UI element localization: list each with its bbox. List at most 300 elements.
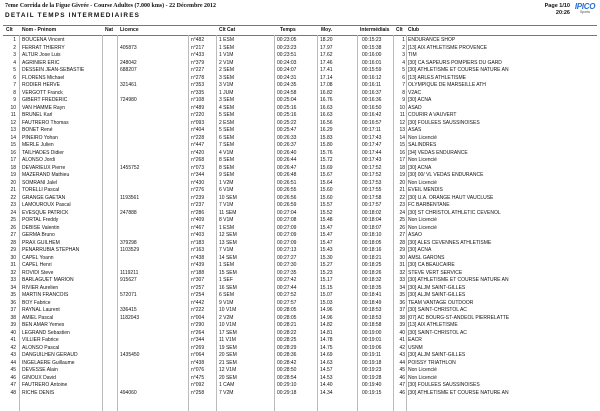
row-time: 00:26:51 — [277, 179, 297, 186]
row-dossard: n°092 — [191, 382, 205, 388]
row-time: 00:28:05 — [277, 314, 297, 321]
row-clt-cat: 2 V2M — [219, 314, 234, 321]
row-licence: 915627 — [120, 277, 137, 283]
logo-sub: Sports — [579, 10, 591, 14]
row-intermediate-rank: 28 — [399, 239, 405, 246]
row-time: 00:28:25 — [277, 337, 297, 343]
row-dossard: n°183 — [191, 239, 205, 246]
table-row — [0, 232, 600, 240]
row-intermediate-rank: 34 — [399, 284, 405, 291]
row-clt-cat: 8 V1M — [219, 217, 234, 223]
row-name: PINEIRO Yohan — [22, 134, 58, 141]
row-clt-cat: 5 SEM — [219, 127, 235, 133]
row-intermediate: 00:16:01 — [362, 59, 382, 66]
row-club: [30] ACNA — [408, 247, 432, 253]
row-clt-cat: 6 SEM — [219, 134, 235, 141]
table-row — [0, 105, 600, 113]
row-clt: 16 — [10, 149, 16, 156]
row-intermediate: 00:17:55 — [362, 187, 382, 193]
row-club: POISSY TRIATHLON — [408, 359, 456, 366]
row-speed: 15.03 — [320, 299, 333, 306]
row-time: 00:24:58 — [277, 89, 297, 96]
table-row — [0, 270, 600, 278]
row-name: GRANGE GAETAN — [22, 194, 66, 201]
row-licence: 1435450 — [120, 352, 140, 358]
row-intermediate-rank: 15 — [399, 142, 405, 148]
row-speed: 17.14 — [320, 74, 333, 81]
table-row — [0, 225, 600, 233]
row-intermediate-rank: 46 — [399, 389, 405, 396]
row-intermediate: 00:18:10 — [362, 232, 382, 238]
row-clt: 28 — [10, 239, 16, 246]
row-intermediate: 00:18:58 — [362, 322, 382, 328]
row-dossard: n°076 — [191, 367, 205, 373]
row-speed: 18.20 — [320, 37, 333, 43]
row-licence: 688207 — [120, 67, 137, 73]
row-clt: 20 — [10, 179, 16, 186]
row-intermediate: 00:15:38 — [362, 44, 382, 51]
row-clt-cat: 3 SEM — [219, 74, 235, 81]
row-clt: 26 — [10, 224, 16, 231]
row-dossard: n°290 — [191, 322, 205, 328]
row-time: 00:26:47 — [277, 164, 297, 171]
row-time: 00:27:27 — [277, 254, 297, 261]
row-intermediate: 00:19:01 — [362, 337, 382, 343]
row-time: 00:23:05 — [277, 37, 297, 43]
row-clt-cat: 5 SEM — [219, 112, 235, 118]
row-name: BOUCENA Vincent — [22, 37, 65, 43]
row-dossard: n°278 — [191, 74, 205, 81]
row-time: 00:27:04 — [277, 209, 297, 216]
row-club: [30] ATHLETISME ET COURSE NATURE AN — [408, 67, 509, 73]
row-intermediate: 00:16:11 — [362, 82, 382, 88]
row-intermediate: 00:18:25 — [362, 262, 382, 268]
row-clt-cat: 16 SEM — [219, 284, 237, 291]
row-club: EVEIL MENDIS — [408, 187, 443, 193]
row-clt: 10 — [10, 104, 16, 111]
row-intermediate: 00:19:28 — [362, 374, 382, 381]
row-intermediate: 00:17:58 — [362, 194, 382, 201]
row-time: 00:28:05 — [277, 307, 297, 313]
row-clt: 27 — [10, 232, 16, 238]
row-intermediate-rank: 5 — [402, 67, 405, 73]
row-name: CAPEL Henri — [22, 262, 52, 268]
table-row — [0, 352, 600, 360]
row-name: DESSEIN JEAN-SEBASTIE — [22, 67, 85, 73]
row-name: GERMA Bruno — [22, 232, 55, 238]
row-dossard: n°438 — [191, 359, 205, 366]
row-speed: 15.47 — [320, 239, 333, 246]
row-name: FAUTRERO Thomas — [22, 119, 69, 126]
row-intermediate: 00:19:11 — [362, 352, 382, 358]
table-row — [0, 277, 600, 285]
row-clt: 5 — [13, 67, 16, 73]
row-clt-cat: 17 SEM — [219, 329, 237, 336]
row-clt-cat: 12 SEM — [219, 232, 237, 238]
table-row — [0, 90, 600, 98]
row-intermediate: 00:16:57 — [362, 119, 382, 126]
table-row — [0, 52, 600, 60]
row-intermediate-rank: 13 — [399, 127, 405, 133]
row-time: 00:28:42 — [277, 359, 297, 366]
row-club: [34] VEDAS ENDURANCE — [408, 149, 468, 156]
header-rule-top — [3, 25, 597, 26]
row-name: MARTIN FRANCOIS — [22, 292, 69, 298]
row-clt: 1 — [13, 37, 16, 43]
row-time: 00:26:37 — [277, 142, 297, 148]
row-time: 00:27:42 — [277, 277, 297, 283]
row-speed: 15.47 — [320, 224, 333, 231]
row-intermediate-rank: 17 — [399, 157, 405, 163]
col-clt: Clt — [6, 27, 13, 33]
table-row — [0, 375, 600, 383]
row-club: [30] CA SAPEURS POMPIERS DU GARD — [408, 59, 502, 66]
row-clt: 29 — [10, 247, 16, 253]
row-speed: 17.46 — [320, 59, 333, 66]
row-name: GIBERT FREDERIC — [22, 97, 68, 103]
row-licence: 1193561 — [120, 194, 140, 201]
row-time: 00:23:51 — [277, 52, 297, 58]
row-clt-cat: 15 SEM — [219, 269, 237, 276]
row-clt-cat: 21 SEM — [219, 359, 237, 366]
table-row — [0, 150, 600, 158]
row-time: 00:24:35 — [277, 82, 297, 88]
row-speed: 14.78 — [320, 337, 333, 343]
row-club: [30] FOULEES SAUSSINOISES — [408, 119, 480, 126]
row-speed: 15.69 — [320, 164, 333, 171]
row-speed: 16.29 — [320, 127, 333, 133]
row-club: [30] ATHLETISME ET COURSE NATURE AN — [408, 277, 509, 283]
row-club: [30] SAINT-CHRISTOL AC — [408, 329, 467, 336]
row-speed: 15.17 — [320, 277, 333, 283]
row-club: [30] ALJM SAINT-GILLES — [408, 292, 466, 298]
table-row — [0, 82, 600, 90]
row-name: RAYNAL Laurent — [22, 307, 60, 313]
row-intermediate: 00:18:32 — [362, 277, 382, 283]
row-club: [13] ARLES ATHLETISME — [408, 74, 466, 81]
row-club: [30] ST CHRISTOL ATHLETIC CEVENOL — [408, 209, 501, 216]
row-name: RODIER HERVE — [22, 82, 60, 88]
row-clt-cat: 7 SEM — [219, 142, 235, 148]
row-time: 00:26:56 — [277, 194, 297, 201]
row-intermediate: 00:15:59 — [362, 67, 382, 73]
table-row — [0, 285, 600, 293]
row-time: 00:27:09 — [277, 239, 297, 246]
row-clt: 43 — [10, 352, 16, 358]
row-dossard: n°420 — [191, 149, 205, 156]
row-intermediate: 00:17:11 — [362, 127, 382, 133]
row-dossard: n°108 — [191, 97, 205, 103]
row-speed: 14.96 — [320, 307, 333, 313]
row-club: FC BARBENTANE — [408, 202, 450, 208]
table-row — [0, 337, 600, 345]
table-row — [0, 240, 600, 248]
row-time: 00:27:44 — [277, 284, 297, 291]
row-dossard: n°269 — [191, 344, 205, 351]
col-nom: Nom - Prénom — [22, 27, 57, 33]
row-name: GINOUX David — [22, 374, 56, 381]
row-time: 00:28:36 — [277, 352, 297, 358]
row-dossard: n°004 — [191, 314, 205, 321]
row-speed: 15.48 — [320, 217, 333, 223]
row-intermediate: 00:19:23 — [362, 367, 382, 373]
row-clt: 40 — [10, 329, 16, 336]
row-clt: 14 — [10, 134, 16, 141]
row-intermediate: 00:15:23 — [362, 37, 382, 43]
row-clt: 36 — [10, 299, 16, 306]
row-dossard: n°344 — [191, 172, 205, 178]
row-intermediate: 00:16:37 — [362, 89, 382, 96]
row-clt: 24 — [10, 209, 16, 216]
row-clt: 46 — [10, 374, 16, 381]
row-time: 00:25:16 — [277, 104, 297, 111]
table-row — [0, 360, 600, 368]
row-dossard: n°237 — [191, 202, 205, 208]
row-club: [30] ALJM SAINT-GILLES — [408, 284, 466, 291]
row-dossard: n°489 — [191, 104, 205, 111]
row-dossard: n°475 — [191, 374, 205, 381]
row-intermediate-rank: 23 — [399, 202, 405, 208]
row-clt-cat: 1 ESM — [219, 224, 235, 231]
row-licence: 724980 — [120, 97, 137, 103]
row-intermediate-rank: 35 — [399, 292, 405, 298]
row-name: MAZERAND Mathieu — [22, 172, 70, 178]
row-clt: 21 — [10, 187, 16, 193]
row-clt-cat: 20 SEM — [219, 352, 237, 358]
row-club: [30] ACNA — [408, 164, 432, 171]
row-name: DEVARIEUX Pierre — [22, 164, 66, 171]
page-number: Page 1/10 — [544, 3, 570, 9]
row-clt-cat: 1 V2M — [219, 179, 234, 186]
row-dossard: n°222 — [191, 307, 205, 313]
row-time: 00:28:22 — [277, 329, 297, 336]
row-time: 00:25:04 — [277, 97, 297, 103]
row-clt: 6 — [13, 74, 16, 81]
row-time: 00:26:55 — [277, 187, 297, 193]
row-club: TIM — [408, 52, 417, 58]
row-clt-cat: 1 ESM — [219, 37, 235, 43]
page-info — [545, 3, 570, 17]
row-intermediate-rank: 1 — [402, 37, 405, 43]
row-name: PENARRUBIA STEPHAN — [22, 247, 80, 253]
table-row — [0, 97, 600, 105]
row-clt: 15 — [10, 142, 16, 148]
row-club: COURIR A VAUVERT — [408, 112, 457, 118]
row-club: [30] CA BEAUCAIRE — [408, 262, 455, 268]
row-name: DANGUILHEN GERAUD — [22, 352, 78, 358]
row-dossard: n°403 — [191, 232, 205, 238]
row-club: [30] ALES CEVENNES ATHLETISME — [408, 239, 492, 246]
row-name: RIVIER Aurelien — [22, 284, 59, 291]
row-clt-cat: 1 SEF — [219, 277, 233, 283]
row-clt-cat: 3 SEM — [219, 97, 235, 103]
row-time: 00:27:52 — [277, 292, 297, 298]
row-intermediate: 00:17:47 — [362, 142, 382, 148]
table-row — [0, 142, 600, 150]
row-clt-cat: 2 V1M — [219, 59, 234, 66]
row-dossard: n°064 — [191, 352, 205, 358]
row-clt-cat: 8 SEM — [219, 164, 235, 171]
row-dossard: n°217 — [191, 44, 205, 51]
row-clt: 30 — [10, 254, 16, 261]
row-clt: 41 — [10, 337, 16, 343]
row-dossard: n°442 — [191, 299, 205, 306]
row-clt-cat: 4 SEM — [219, 104, 235, 111]
table-row — [0, 330, 600, 338]
row-intermediate-rank: 43 — [399, 352, 405, 358]
row-clt-cat: 9 V1M — [219, 299, 234, 306]
row-dossard: n°335 — [191, 89, 205, 96]
row-time: 00:25:47 — [277, 127, 297, 133]
row-name: FERRAT THIERRY — [22, 44, 65, 51]
row-speed: 14.40 — [320, 382, 333, 388]
header-rule-bottom — [3, 35, 597, 36]
table-row — [0, 60, 600, 68]
row-name: ALONSO Jordi — [22, 157, 56, 163]
row-intermediate: 00:19:00 — [362, 329, 382, 336]
table-row — [0, 127, 600, 135]
row-clt: 48 — [10, 389, 16, 396]
row-dossard: n°276 — [191, 187, 205, 193]
col-club: Club — [408, 27, 420, 33]
row-intermediate-rank: 31 — [399, 262, 405, 268]
row-intermediate: 00:19:40 — [362, 382, 382, 388]
row-name: AGRINIER ERIC — [22, 59, 60, 66]
row-clt-cat: 1 CAM — [219, 382, 235, 388]
row-clt-cat: 14 SEM — [219, 254, 237, 261]
row-club: Non Licencié — [408, 179, 437, 186]
table-row — [0, 345, 600, 353]
row-time: 00:26:48 — [277, 172, 297, 178]
row-dossard: n°379 — [191, 59, 205, 66]
row-intermediate: 00:17:52 — [362, 172, 382, 178]
report-title: 7eme Corrida de la Figue Givrée - Course Adultes (7.000 kms) - 22 Décembre 2012 — [5, 3, 217, 9]
row-dossard: n°254 — [191, 292, 205, 298]
row-intermediate: 00:18:07 — [362, 224, 382, 231]
row-intermediate: 00:18:53 — [362, 314, 382, 321]
row-clt-cat: 7 V1M — [219, 202, 234, 208]
row-clt-cat: 8 SEM — [219, 157, 235, 163]
table-row — [0, 120, 600, 128]
row-speed: 14.75 — [320, 344, 333, 351]
row-intermediate-rank: 22 — [399, 194, 405, 201]
table-row — [0, 247, 600, 255]
row-clt-cat: 6 SEM — [219, 292, 235, 298]
row-intermediate-rank: 11 — [399, 112, 405, 118]
row-speed: 16.63 — [320, 104, 333, 111]
row-name: TORELLI Pascal — [22, 187, 60, 193]
row-speed: 17.62 — [320, 52, 333, 58]
row-intermediate-rank: 40 — [399, 329, 405, 336]
row-clt: 31 — [10, 262, 16, 268]
table-row — [0, 112, 600, 120]
row-speed: 16.63 — [320, 112, 333, 118]
row-speed: 14.53 — [320, 374, 333, 381]
row-club: [30] U.A. ORANGE HAUT VAUCLUSE — [408, 194, 494, 201]
row-club: AMSL GARONS — [408, 254, 445, 261]
row-intermediate: 00:17:43 — [362, 157, 382, 163]
row-clt: 12 — [10, 119, 16, 126]
row-speed: 15.30 — [320, 254, 333, 261]
table-row — [0, 187, 600, 195]
row-intermediate: 00:18:53 — [362, 307, 382, 313]
row-licence: 321461 — [120, 82, 137, 88]
row-club: Non Licencié — [408, 134, 437, 141]
row-clt-cat: 20 SEM — [219, 374, 237, 381]
row-dossard: n°268 — [191, 157, 205, 163]
col-temps: Temps — [280, 27, 296, 33]
row-licence: 247888 — [120, 209, 137, 216]
row-intermediate-rank: 20 — [399, 179, 405, 186]
row-dossard: n°228 — [191, 134, 205, 141]
row-time: 00:25:22 — [277, 119, 297, 126]
results-table — [0, 37, 600, 397]
row-intermediate-rank: 29 — [399, 247, 405, 253]
ipico-logo — [572, 2, 598, 18]
row-club: ASAO — [408, 232, 422, 238]
row-clt: 44 — [10, 359, 16, 366]
row-club: Non Licencié — [408, 367, 437, 373]
row-name: LAMOUROUX Pascal — [22, 202, 71, 208]
row-licence: 248042 — [120, 59, 137, 66]
row-clt-cat: 1 SEM — [219, 44, 235, 51]
row-dossard: n°188 — [191, 269, 205, 276]
row-dossard: n°258 — [191, 389, 205, 396]
row-speed: 15.67 — [320, 172, 333, 178]
row-speed: 15.60 — [320, 194, 333, 201]
row-club: Non Licencié — [408, 224, 437, 231]
row-intermediate-rank: 12 — [399, 119, 405, 126]
row-clt: 37 — [10, 307, 16, 313]
row-time: 00:26:40 — [277, 149, 297, 156]
row-name: FAUTRERO Antoine — [22, 382, 68, 388]
row-name: FLORENS Michael — [22, 74, 65, 81]
row-clt-cat: 19 SEM — [219, 344, 237, 351]
row-speed: 14.69 — [320, 352, 333, 358]
row-dossard: n°482 — [191, 37, 205, 43]
row-dossard: n°467 — [191, 224, 205, 231]
row-club: Non Licencié — [408, 157, 437, 163]
table-row — [0, 75, 600, 83]
row-intermediate: 00:19:06 — [362, 344, 382, 351]
row-intermediate-rank: 21 — [399, 187, 405, 193]
row-time: 00:24:31 — [277, 74, 297, 81]
row-intermediate-rank: 24 — [399, 209, 405, 216]
table-row — [0, 135, 600, 143]
row-speed: 17.97 — [320, 44, 333, 51]
row-intermediate-rank: 37 — [399, 307, 405, 313]
row-clt: 34 — [10, 284, 16, 291]
row-intermediate-rank: 32 — [399, 269, 405, 276]
row-intermediate-rank: 38 — [399, 314, 405, 321]
row-clt-cat: 10 V1M — [219, 322, 237, 328]
row-intermediate-rank: 16 — [399, 149, 405, 156]
row-clt: 17 — [10, 157, 16, 163]
col-licence: Licence — [120, 27, 139, 33]
table-row — [0, 315, 600, 323]
row-speed: 15.64 — [320, 179, 333, 186]
table-row — [0, 390, 600, 398]
row-club: Non Licencié — [408, 374, 437, 381]
row-speed: 15.23 — [320, 269, 333, 276]
row-intermediate: 00:17:57 — [362, 202, 382, 208]
row-intermediate-rank: 7 — [402, 82, 405, 88]
row-dossard: n°073 — [191, 164, 205, 171]
row-club: [30] SAINT-CHRISTOL AC — [408, 307, 467, 313]
row-speed: 15.83 — [320, 134, 333, 141]
row-intermediate: 00:17:43 — [362, 134, 382, 141]
row-intermediate: 00:16:00 — [362, 52, 382, 58]
